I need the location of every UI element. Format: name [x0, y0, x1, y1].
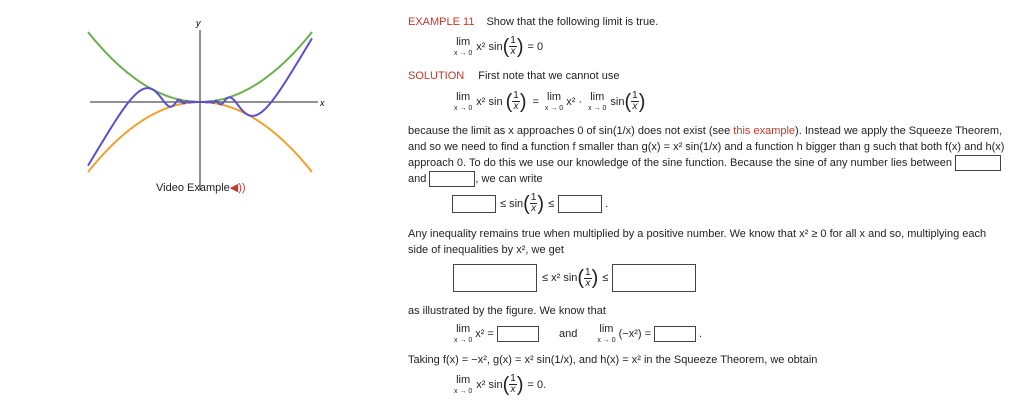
example-title: EXAMPLE 11	[408, 16, 475, 28]
video-example-label: Video Example	[156, 182, 230, 194]
limit-equation-1: lim x → 0 x² sin ( $\frac{1}{x}$ ) = 0	[454, 35, 544, 58]
solution-label: SOLUTION	[408, 70, 465, 82]
taking-paragraph: Taking f(x) = −x², g(x) = x² sin(1/x), and h(x) = x² in the Squeeze Theorem, we obtain	[408, 354, 818, 366]
paragraph-2: Any inequality remains true when multiplied by a positive number. We know that x² ≥ 0 for all x and so, multiplying each side of inequalities by x², we get	[408, 228, 987, 256]
limit-equation-2: lim x → 0 x² sin ( $\frac{1}{x}$ ) = lim x → 0 x² · lim x → 0 sin ( $\frac{1}{x}$ )	[454, 90, 646, 113]
final-limit: lim x → 0 x² sin ( $\frac{1}{x}$ ) = 0.	[454, 373, 547, 396]
inequality-2: ≤ x² sin ( $\frac{1}{x}$ ) ≤	[453, 264, 696, 292]
blank-lower-bound[interactable]	[955, 155, 1001, 171]
blank-ineq2-left[interactable]	[453, 264, 537, 292]
blank-limit-neg-x2[interactable]	[654, 326, 696, 342]
speaker-icon: ◀))	[229, 182, 246, 194]
blank-ineq1-right[interactable]	[558, 195, 602, 213]
limits-row: lim x → 0 x² = and lim x → 0 (−x²) = .	[454, 323, 703, 344]
paragraph-1: because the limit as x approaches 0 of sin(1/x) does not exist (see this example). Instead we apply the Squeeze Theorem, and so we need to find a function f smaller than g(x) = x² sin(1/x) and a function h bigger than g such that both f(x) and h(x) approach 0. To do this we use our knowledge of the sine function. Because the sine of any number lies between and , we can write	[408, 124, 1014, 188]
x-axis-label: x	[320, 98, 325, 108]
paragraph-3: as illustrated by the figure. We know that	[408, 305, 606, 317]
example-statement: Show that the following limit is true.	[486, 16, 659, 28]
this-example-link[interactable]: this example	[733, 125, 796, 137]
blank-limit-x2[interactable]	[497, 326, 539, 342]
y-axis-label: y	[196, 18, 201, 28]
squeeze-graph	[40, 10, 340, 200]
blank-ineq2-right[interactable]	[612, 264, 696, 292]
figure	[40, 10, 340, 200]
blank-upper-bound[interactable]	[429, 171, 475, 187]
inequality-1: ≤ sin ( $\frac{1}{x}$ ) ≤ .	[452, 193, 608, 214]
video-example-link[interactable]	[156, 181, 246, 194]
blank-ineq1-left[interactable]	[452, 195, 496, 213]
first-note: First note that we cannot use	[478, 70, 620, 82]
